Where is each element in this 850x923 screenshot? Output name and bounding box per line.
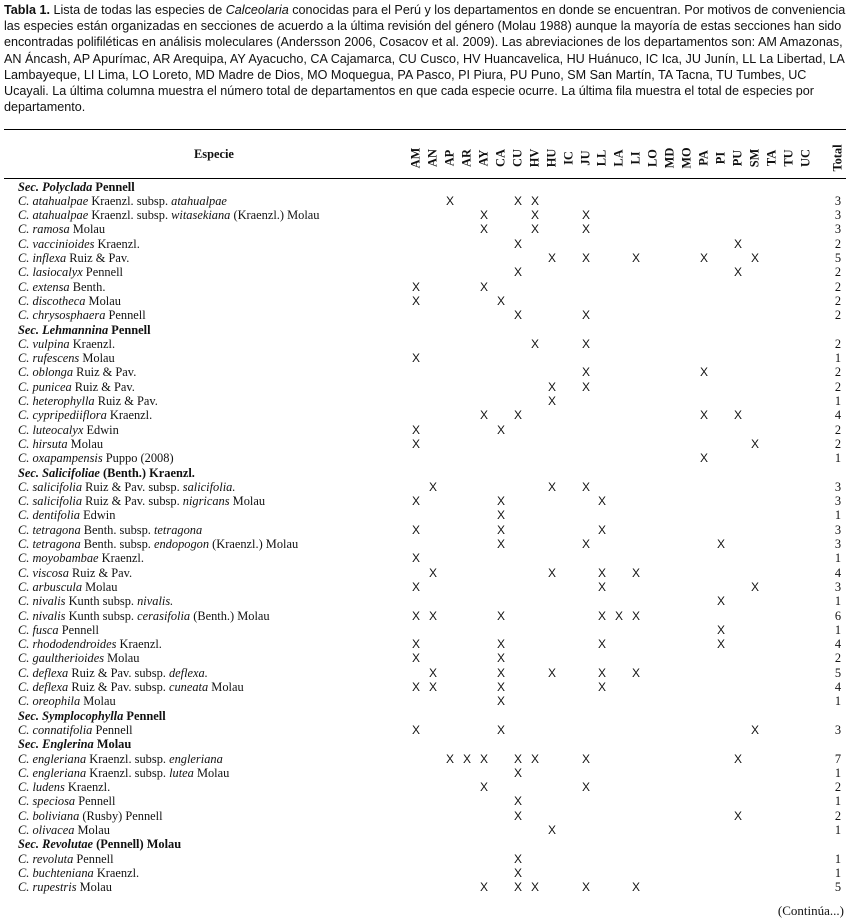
caption-text-after: conocidas para el Perú y los departamentos en donde se encuentran. Por motivos de conveniencia las especies están organizadas en secciones de acuerdo a la última revisión del género (Molau 1988) aunque la mayoría de estas secciones han sido encontradas polifiléticas en análisis moleculares (Andersson 2006, Cosacov et al. 2009). Las abreviaciones de los departamentos son: AM Amazonas, AN Áncash, AP Apurímac, AR Arequipa, AY Ayacucho, CA Cajamarca, CU Cusco, HV Huancavelica, HU Huánuco, IC Ica, JU Junín, LL La Libertad, LA Lambayeque, LI Lima, LO Loreto, MD Madre de Dios, MO Moquegua, PA Pasco, PI Piura, PU Puno, SM San Martín, TA Tacna, TU Tumbes, UC Ucayali. La última columna muestra el número total de departamentos en que cada especie ocurre. La última fila muestra el total de especies por departamento. (4, 3, 846, 115)
column-header-ay: AY (476, 149, 491, 167)
species-name: C. tetragona Benth. subsp. endopogon (Kraenzl.) Molau (18, 537, 299, 551)
presence-mark-ll: X (597, 494, 606, 509)
presence-mark-am: X (411, 608, 420, 623)
column-header-tu: TU (781, 149, 796, 167)
presence-mark-ay: X (479, 408, 488, 423)
section-row (4, 180, 846, 194)
total-cell: 1 (834, 594, 842, 609)
species-name: C. cypripediiflora Kraenzl. (18, 408, 153, 423)
presence-mark-am: X (411, 351, 420, 366)
presence-mark-ca: X (496, 651, 505, 666)
table-row (4, 680, 846, 694)
presence-mark-ll: X (597, 579, 606, 594)
presence-mark-cu: X (513, 880, 522, 895)
species-name: C. revoluta Pennell (18, 851, 114, 866)
species-name: C. rupestris Molau (18, 880, 112, 895)
total-cell: 1 (834, 622, 842, 637)
total-cell: 5 (834, 665, 842, 680)
presence-mark-cu: X (513, 794, 522, 809)
presence-mark-ju: X (581, 251, 590, 265)
column-header-lo: LO (645, 149, 660, 167)
table-row (4, 280, 846, 294)
column-header-am: AM (408, 147, 423, 169)
presence-mark-hu: X (547, 565, 556, 580)
table-caption (4, 2, 846, 115)
presence-mark-ca: X (496, 494, 505, 509)
column-header-total: Total (830, 144, 845, 172)
table-row (4, 794, 846, 808)
column-header-ll: LL (594, 149, 609, 167)
table-row (4, 380, 846, 394)
table-row (4, 637, 846, 651)
presence-mark-ju: X (581, 336, 590, 351)
column-header-ic: IC (561, 151, 576, 165)
presence-mark-pa: X (699, 451, 708, 466)
total-cell: 3 (834, 479, 842, 494)
presence-mark-ju: X (581, 308, 590, 323)
total-cell: 3 (834, 722, 842, 737)
presence-mark-ap: X (445, 193, 454, 208)
presence-mark-ju: X (581, 365, 590, 380)
total-cell: 1 (834, 794, 842, 809)
table-row (4, 566, 846, 580)
section-name: Sec. Symplocophylla Pennell (18, 708, 166, 723)
species-name: C. discotheca Molau (18, 293, 121, 308)
presence-mark-hu: X (547, 479, 556, 494)
species-name: C. atahualpae Kraenzl. subsp. witasekiana (Kraenzl.) Molau (18, 208, 320, 223)
presence-mark-ca: X (496, 422, 505, 437)
presence-mark-cu: X (513, 808, 522, 823)
species-name: C. gaultherioides Molau (18, 651, 140, 666)
continued-note: (Continúa...) (777, 903, 844, 918)
presence-mark-am: X (411, 722, 420, 737)
caption-label: Tabla 1. (4, 3, 50, 17)
species-name: C. deflexa Ruiz & Pav. subsp. deflexa. (18, 665, 208, 680)
presence-mark-an: X (428, 565, 437, 580)
species-name: C. atahualpae Kraenzl. subsp. atahualpae (18, 193, 227, 208)
table-row (4, 294, 846, 308)
species-name: C. olivacea Molau (18, 823, 110, 837)
column-header-ca: CA (493, 149, 508, 167)
section-name: Sec. Salicifoliae (Benth.) Kraenzl. (18, 465, 195, 480)
table-row (4, 408, 846, 422)
total-cell: 6 (834, 608, 842, 623)
presence-mark-hv: X (530, 751, 539, 766)
table-row (4, 594, 846, 608)
presence-mark-an: X (428, 479, 437, 494)
column-header-cu: CU (510, 149, 525, 167)
presence-mark-hv: X (530, 336, 539, 351)
table-row (4, 551, 846, 565)
species-name: C. engleriana Kraenzl. subsp. lutea Molau (18, 765, 230, 780)
column-header-hv: HV (527, 148, 542, 168)
table-row (4, 537, 846, 551)
species-name: C. dentifolia Edwin (18, 508, 116, 523)
presence-mark-ca: X (496, 522, 505, 537)
total-cell: 2 (834, 422, 842, 437)
column-header-pu: PU (730, 149, 745, 167)
total-cell: 3 (834, 193, 842, 208)
column-header-pa: PA (696, 150, 711, 166)
total-cell: 1 (834, 765, 842, 780)
section-row (4, 837, 846, 851)
total-cell: 2 (834, 379, 842, 394)
total-cell: 1 (834, 823, 842, 837)
table-row (4, 337, 846, 351)
table-row (4, 451, 846, 465)
presence-mark-am: X (411, 494, 420, 509)
total-cell: 3 (834, 522, 842, 537)
table-row (4, 880, 846, 894)
species-name: C. inflexa Ruiz & Pav. (18, 251, 130, 265)
total-cell: 3 (834, 222, 842, 237)
column-header-md: MD (662, 147, 677, 169)
presence-mark-am: X (411, 551, 420, 566)
presence-mark-ay: X (479, 780, 488, 795)
total-cell: 2 (834, 436, 842, 451)
presence-mark-cu: X (513, 265, 522, 280)
total-cell: 4 (834, 637, 842, 652)
presence-mark-hu: X (547, 665, 556, 680)
species-name: C. heterophylla Ruiz & Pav. (18, 394, 158, 408)
presence-mark-am: X (411, 651, 420, 666)
presence-mark-hu: X (547, 251, 556, 265)
presence-mark-pa: X (699, 408, 708, 423)
table-row (4, 752, 846, 766)
presence-mark-ju: X (581, 780, 590, 795)
species-name: C. oreophila Molau (18, 694, 116, 709)
presence-mark-ll: X (597, 680, 606, 694)
presence-mark-cu: X (513, 408, 522, 423)
presence-mark-ca: X (496, 680, 505, 694)
table-row (4, 423, 846, 437)
presence-mark-pu: X (733, 751, 742, 766)
total-cell: 1 (834, 851, 842, 866)
column-header-sm: SM (747, 148, 762, 168)
species-name: C. oblonga Ruiz & Pav. (18, 365, 137, 380)
presence-mark-ca: X (496, 722, 505, 737)
total-cell: 5 (834, 880, 842, 895)
table-row (4, 651, 846, 665)
presence-mark-pu: X (733, 236, 742, 251)
species-name: C. tetragona Benth. subsp. tetragona (18, 522, 203, 537)
table-row (4, 852, 846, 866)
species-name: C. vaccinioides Kraenzl. (18, 236, 140, 251)
total-cell: 2 (834, 336, 842, 351)
presence-mark-cu: X (513, 236, 522, 251)
species-name: C. fusca Pennell (18, 622, 99, 637)
presence-mark-ll: X (597, 637, 606, 652)
caption-genus: Calceolaria (225, 3, 289, 17)
presence-mark-pu: X (733, 808, 742, 823)
species-name: C. connatifolia Pennell (18, 722, 133, 737)
presence-mark-li: X (631, 665, 640, 680)
table-row (4, 237, 846, 251)
species-name: C. rufescens Molau (18, 351, 115, 366)
species-name: C. extensa Benth. (18, 279, 106, 294)
presence-mark-ay: X (479, 279, 488, 294)
presence-mark-ju: X (581, 751, 590, 766)
presence-mark-li: X (631, 565, 640, 580)
presence-mark-ay: X (479, 880, 488, 895)
presence-mark-am: X (411, 680, 420, 694)
table-row (4, 694, 846, 708)
presence-mark-an: X (428, 608, 437, 623)
presence-mark-an: X (428, 680, 437, 694)
presence-mark-am: X (411, 422, 420, 437)
species-name: C. nivalis Kunth subsp. cerasifolia (Benth.) Molau (18, 608, 270, 623)
table-row (4, 494, 846, 508)
presence-mark-hu: X (547, 394, 556, 408)
total-cell: 2 (834, 365, 842, 380)
presence-mark-sm: X (750, 436, 759, 451)
presence-mark-am: X (411, 293, 420, 308)
species-name: C. boliviana (Rusby) Pennell (18, 808, 163, 823)
species-name: C. buchteniana Kraenzl. (18, 865, 140, 880)
table-row (4, 194, 846, 208)
table-row (4, 723, 846, 737)
total-cell: 2 (834, 293, 842, 308)
presence-mark-ju: X (581, 208, 590, 223)
total-cell: 1 (834, 694, 842, 709)
presence-mark-pi: X (716, 537, 725, 551)
total-cell: 2 (834, 308, 842, 323)
caption-text-before: Lista de todas las especies de (49, 3, 226, 17)
section-name: Sec. Revolutae (Pennell) Molau (18, 837, 182, 852)
column-header-ar: AR (459, 149, 474, 167)
presence-mark-am: X (411, 279, 420, 294)
total-cell: 3 (834, 579, 842, 594)
presence-mark-ay: X (479, 751, 488, 766)
total-cell: 2 (834, 808, 842, 823)
presence-mark-ay: X (479, 208, 488, 223)
species-name: C. engleriana Kraenzl. subsp. engleriana (18, 751, 223, 766)
presence-mark-li: X (631, 608, 640, 623)
presence-mark-pi: X (716, 622, 725, 637)
presence-mark-ca: X (496, 637, 505, 652)
table-row (4, 809, 846, 823)
presence-mark-ay: X (479, 222, 488, 237)
table-row (4, 251, 846, 265)
presence-mark-pa: X (699, 365, 708, 380)
presence-mark-ar: X (462, 751, 471, 766)
total-cell: 4 (834, 565, 842, 580)
presence-mark-sm: X (750, 722, 759, 737)
table-top-rule (4, 129, 846, 130)
total-cell: 4 (834, 408, 842, 423)
total-cell: 1 (834, 451, 842, 466)
presence-mark-hv: X (530, 193, 539, 208)
table-row (4, 823, 846, 837)
total-cell: 4 (834, 680, 842, 694)
presence-mark-cu: X (513, 765, 522, 780)
total-cell: 1 (834, 551, 842, 566)
total-cell: 1 (834, 865, 842, 880)
presence-mark-ju: X (581, 379, 590, 394)
column-header-an: AN (425, 149, 440, 167)
presence-mark-ca: X (496, 694, 505, 709)
section-row (4, 737, 846, 751)
table-row (4, 222, 846, 236)
table-row (4, 351, 846, 365)
species-name: C. punicea Ruiz & Pav. (18, 379, 135, 394)
species-name: C. speciosa Pennell (18, 794, 116, 809)
presence-mark-an: X (428, 665, 437, 680)
column-header-la: LA (611, 149, 626, 167)
species-name: C. ludens Kraenzl. (18, 780, 111, 795)
total-cell: 2 (834, 265, 842, 280)
species-name: C. deflexa Ruiz & Pav. subsp. cuneata Molau (18, 680, 244, 694)
total-cell: 2 (834, 279, 842, 294)
presence-mark-hu: X (547, 379, 556, 394)
presence-mark-cu: X (513, 865, 522, 880)
total-cell: 2 (834, 651, 842, 666)
especie-column-header: Especie (194, 147, 234, 161)
column-header-hu: HU (544, 148, 559, 168)
column-header-ju: JU (578, 150, 593, 166)
presence-mark-la: X (614, 608, 623, 623)
species-name: C. nivalis Kunth subsp. nivalis. (18, 594, 174, 609)
table-row (4, 508, 846, 522)
species-name: C. luteocalyx Edwin (18, 422, 119, 437)
column-header-li: LI (628, 151, 643, 165)
section-name: Sec. Lehmannina Pennell (18, 322, 151, 337)
presence-mark-am: X (411, 522, 420, 537)
presence-mark-cu: X (513, 751, 522, 766)
species-name: C. hirsuta Molau (18, 436, 104, 451)
section-name: Sec. Polyclada Pennell (18, 179, 135, 194)
table-row (4, 609, 846, 623)
section-name: Sec. Englerina Molau (18, 737, 132, 752)
section-row (4, 323, 846, 337)
presence-mark-li: X (631, 251, 640, 265)
presence-mark-hv: X (530, 208, 539, 223)
presence-mark-ll: X (597, 608, 606, 623)
species-name: C. rhododendroides Kraenzl. (18, 637, 162, 652)
presence-mark-am: X (411, 579, 420, 594)
table-row (4, 766, 846, 780)
presence-mark-ca: X (496, 293, 505, 308)
table-row (4, 308, 846, 322)
table-row (4, 480, 846, 494)
table-row (4, 365, 846, 379)
presence-mark-ju: X (581, 222, 590, 237)
presence-mark-pi: X (716, 637, 725, 652)
presence-mark-hv: X (530, 222, 539, 237)
presence-mark-am: X (411, 637, 420, 652)
species-name: C. oxapampensis Puppo (2008) (18, 451, 174, 466)
table-row (4, 394, 846, 408)
table-row (4, 666, 846, 680)
total-cell: 1 (834, 351, 842, 366)
section-row (4, 466, 846, 480)
species-name: C. arbuscula Molau (18, 579, 118, 594)
species-name: C. ramosa Molau (18, 222, 106, 237)
column-header-uc: UC (798, 149, 813, 167)
section-row (4, 709, 846, 723)
total-cell: 2 (834, 780, 842, 795)
presence-mark-sm: X (750, 579, 759, 594)
presence-mark-pu: X (733, 265, 742, 280)
presence-mark-ll: X (597, 665, 606, 680)
presence-mark-cu: X (513, 193, 522, 208)
total-cell: 1 (834, 394, 842, 408)
total-cell: 7 (834, 751, 842, 766)
table-row (4, 580, 846, 594)
presence-mark-ca: X (496, 665, 505, 680)
presence-mark-cu: X (513, 308, 522, 323)
presence-mark-ll: X (597, 565, 606, 580)
presence-mark-ca: X (496, 608, 505, 623)
presence-mark-hu: X (547, 823, 556, 837)
presence-mark-cu: X (513, 851, 522, 866)
presence-mark-ju: X (581, 479, 590, 494)
table-row (4, 623, 846, 637)
species-name: C. salicifolia Ruiz & Pav. subsp. nigricans Molau (18, 494, 266, 509)
column-header-ta: TA (764, 149, 779, 167)
header-bottom-rule (4, 178, 846, 179)
presence-mark-pu: X (733, 408, 742, 423)
table-row (4, 208, 846, 222)
column-header-ap: AP (442, 149, 457, 167)
total-cell: 3 (834, 537, 842, 551)
table-row (4, 866, 846, 880)
total-cell: 1 (834, 508, 842, 523)
presence-mark-li: X (631, 880, 640, 895)
species-name: C. salicifolia Ruiz & Pav. subsp. salicifolia. (18, 479, 236, 494)
table-row (4, 780, 846, 794)
table-row (4, 265, 846, 279)
total-cell: 3 (834, 208, 842, 223)
presence-mark-ju: X (581, 537, 590, 551)
species-name: C. chrysosphaera Pennell (18, 308, 146, 323)
presence-mark-pa: X (699, 251, 708, 265)
presence-mark-ca: X (496, 537, 505, 551)
species-name: C. moyobambae Kraenzl. (18, 551, 144, 566)
species-name: C. vulpina Kraenzl. (18, 336, 116, 351)
presence-mark-ju: X (581, 880, 590, 895)
presence-mark-ap: X (445, 751, 454, 766)
presence-mark-sm: X (750, 251, 759, 265)
table-row (4, 437, 846, 451)
total-cell: 2 (834, 236, 842, 251)
species-name: C. lasiocalyx Pennell (18, 265, 123, 280)
presence-mark-hv: X (530, 880, 539, 895)
column-header-mo: MO (679, 147, 694, 169)
total-cell: 5 (834, 251, 842, 265)
total-cell: 3 (834, 494, 842, 509)
presence-mark-am: X (411, 436, 420, 451)
presence-mark-ll: X (597, 522, 606, 537)
table-row (4, 523, 846, 537)
presence-mark-pi: X (716, 594, 725, 609)
species-name: C. viscosa Ruiz & Pav. (18, 565, 133, 580)
column-header-pi: PI (713, 151, 728, 165)
presence-mark-ca: X (496, 508, 505, 523)
